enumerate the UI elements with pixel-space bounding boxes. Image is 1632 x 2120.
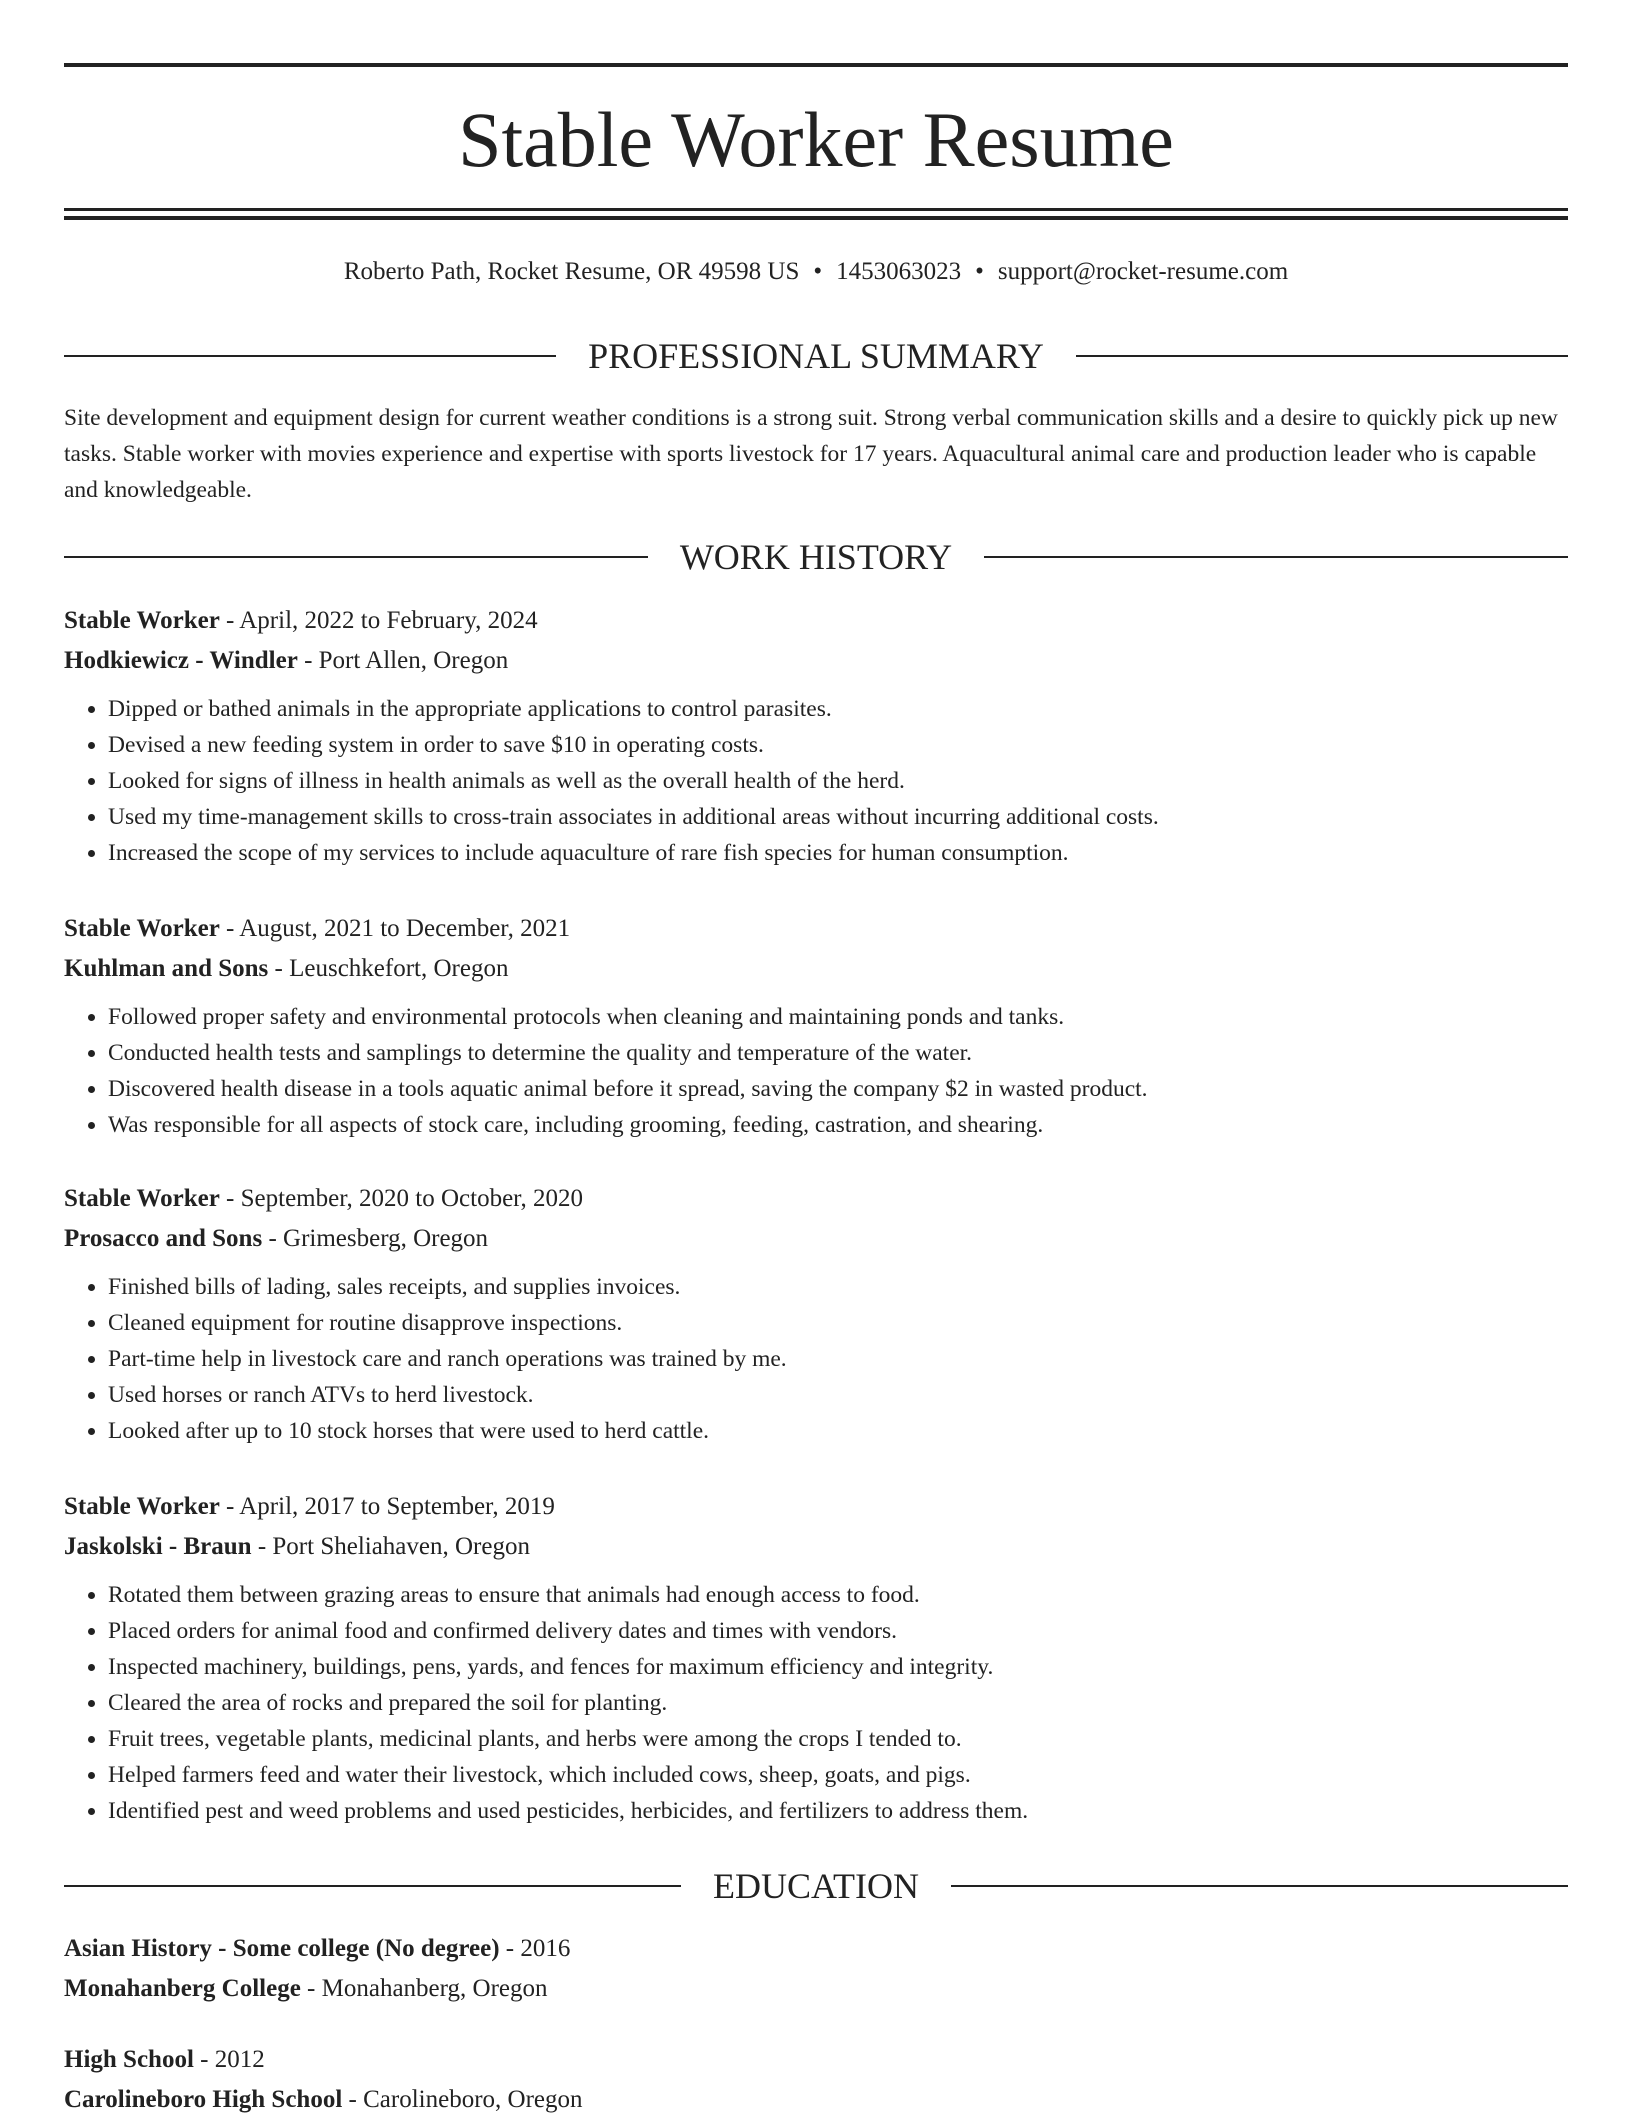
job-location: - Grimesberg, Oregon: [262, 1225, 489, 1252]
duty-item: • Cleared the area of rocks and prepared the soil for planting.: [108, 1685, 1568, 1721]
job-duties: [64, 999, 1568, 1143]
job-entry: [64, 1179, 1568, 1449]
job-company-line: [64, 641, 1568, 681]
job-title: Stable Worker: [64, 1493, 220, 1520]
duty-item: • Followed proper safety and environmental protocols when cleaning and maintaining ponds and tanks.: [108, 999, 1568, 1035]
job-location: - Port Allen, Oregon: [297, 647, 509, 674]
duty-item: • Was responsible for all aspects of stock care, including grooming, feeding, castration, and shearing.: [108, 1107, 1568, 1143]
contact-email: support@rocket-resume.com: [997, 258, 1289, 285]
section-title: WORK HISTORY: [679, 537, 953, 577]
job-company: Hodkiewicz - Windler: [64, 647, 298, 674]
heading-rule: [1076, 355, 1568, 357]
job-title-line: [64, 601, 1568, 641]
duty-item: • Looked for signs of illness in health animals as well as the overall health of the herd.: [108, 763, 1568, 799]
job-title: Stable Worker: [64, 1185, 220, 1212]
duty-item: • Increased the scope of my services to include aquaculture of rare fish species for human consumption.: [108, 835, 1568, 871]
duty-item: • Helped farmers feed and water their livestock, which included cows, sheep, goats, and pigs.: [108, 1757, 1568, 1793]
degree-line: [64, 1929, 1568, 1969]
job-company: Prosacco and Sons: [64, 1225, 263, 1252]
school-line: [64, 2080, 1568, 2120]
job-company-line: [64, 1527, 1568, 1567]
job-duties: [64, 1269, 1568, 1449]
duty-item: • Devised a new feeding system in order to save $10 in operating costs.: [108, 727, 1568, 763]
duty-item: • Rotated them between grazing areas to ensure that animals had enough access to food.: [108, 1577, 1568, 1613]
graduation-year: - 2012: [193, 2046, 265, 2073]
section-title: PROFESSIONAL SUMMARY: [588, 336, 1044, 376]
job-dates: - April, 2022 to February, 2024: [219, 607, 538, 634]
job-company-line: [64, 1219, 1568, 1259]
duty-item: • Finished bills of lading, sales receipts, and supplies invoices.: [108, 1269, 1568, 1305]
degree: Asian History - Some college (No degree): [64, 1935, 500, 1962]
contact-separator: •: [975, 258, 984, 285]
job-company: Kuhlman and Sons: [64, 955, 269, 982]
job-duties: [64, 691, 1568, 871]
duty-item: • Used my time-management skills to cross-train associates in additional areas without incurring additional costs.: [108, 799, 1568, 835]
duty-item: • Discovered health disease in a tools aquatic animal before it spread, saving the company $2 in wasted product.: [108, 1071, 1568, 1107]
contact-separator: •: [813, 258, 823, 285]
duty-item: • Identified pest and weed problems and used pesticides, herbicides, and fertilizers to address them.: [108, 1793, 1568, 1829]
section-heading-work-history: [64, 535, 1568, 579]
school-location: - Carolineboro, Oregon: [342, 2086, 583, 2113]
school: Monahanberg College: [64, 1975, 301, 2002]
duty-item: • Cleaned equipment for routine disapprove inspections.: [108, 1305, 1568, 1341]
top-rule: [64, 63, 1568, 67]
job-dates: - August, 2021 to December, 2021: [219, 915, 571, 942]
section-title: EDUCATION: [713, 1866, 919, 1906]
degree-line: [64, 2040, 1568, 2080]
duty-item: • Part-time help in livestock care and ranch operations was trained by me.: [108, 1341, 1568, 1377]
education-entry: [64, 2040, 1568, 2120]
education-entry: [64, 1929, 1568, 2009]
heading-rule: [984, 556, 1568, 558]
job-location: - Leuschkefort, Oregon: [268, 955, 509, 982]
duty-item: • Conducted health tests and samplings to determine the quality and temperature of the water.: [108, 1035, 1568, 1071]
resume-title: Stable Worker Resume: [458, 96, 1174, 183]
job-title: Stable Worker: [64, 607, 220, 634]
duty-item: • Placed orders for animal food and confirmed delivery dates and times with vendors.: [108, 1613, 1568, 1649]
heading-rule: [64, 1885, 681, 1887]
contact-line: [64, 254, 1568, 290]
job-title-line: [64, 1179, 1568, 1219]
duty-item: • Fruit trees, vegetable plants, medicinal plants, and herbs were among the crops I tended to.: [108, 1721, 1568, 1757]
summary-text: Site development and equipment design for current weather conditions is a strong suit. Strong verbal communication skills and a desire to quickly pick up new tasks. Stable worker with movies experience and expertise with sports livestock for 17 years. Aquacultural animal care and production leader who is capable and knowledgeable.: [64, 405, 1558, 503]
job-company: Jaskolski - Braun: [64, 1533, 252, 1560]
section-heading-summary: [64, 334, 1568, 378]
section-heading-education: [64, 1864, 1568, 1908]
job-dates: - April, 2017 to September, 2019: [219, 1493, 555, 1520]
job-title: Stable Worker: [64, 915, 220, 942]
job-entry: [64, 601, 1568, 871]
job-company-line: [64, 949, 1568, 989]
contact-address: Roberto Path, Rocket Resume, OR 49598 US: [343, 258, 800, 285]
heading-rule: [64, 556, 648, 558]
school: Carolineboro High School: [64, 2086, 343, 2113]
title-rule-upper: [64, 208, 1568, 211]
duty-item: • Dipped or bathed animals in the appropriate applications to control parasites.: [108, 691, 1568, 727]
job-title-line: [64, 909, 1568, 949]
heading-rule: [64, 355, 556, 357]
job-duties: [64, 1577, 1568, 1829]
school-location: - Monahanberg, Oregon: [300, 1975, 548, 2002]
job-entry: [64, 1487, 1568, 1829]
duty-item: • Inspected machinery, buildings, pens, yards, and fences for maximum efficiency and integrity.: [108, 1649, 1568, 1685]
degree: High School: [64, 2046, 194, 2073]
job-dates: - September, 2020 to October, 2020: [219, 1185, 583, 1212]
job-entry: [64, 909, 1568, 1143]
job-title-line: [64, 1487, 1568, 1527]
heading-rule: [951, 1885, 1568, 1887]
duty-item: • Looked after up to 10 stock horses that were used to herd cattle.: [108, 1413, 1568, 1449]
contact-phone: 1453063023: [836, 258, 962, 285]
duty-item: • Used horses or ranch ATVs to herd livestock.: [108, 1377, 1568, 1413]
title-rule-lower: [64, 216, 1568, 220]
graduation-year: - 2016: [499, 1935, 571, 1962]
job-location: - Port Sheliahaven, Oregon: [251, 1533, 530, 1560]
school-line: [64, 1969, 1568, 2009]
